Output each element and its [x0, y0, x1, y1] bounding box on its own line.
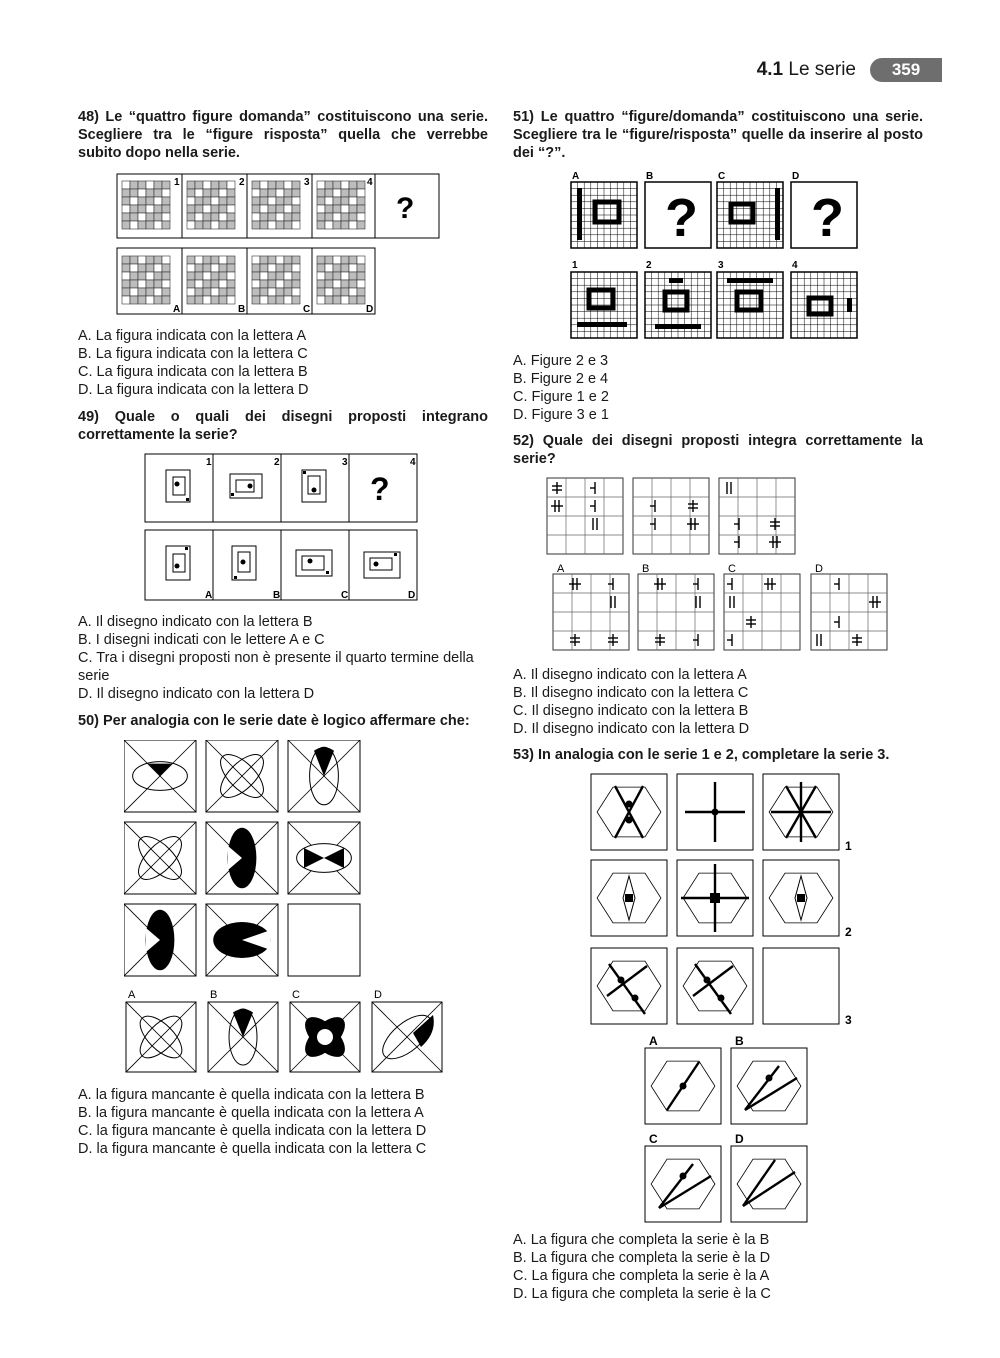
answer-option[interactable]: C. Il disegno indicato con la lettera B [513, 703, 749, 719]
q48-label-4: 4 [367, 177, 373, 188]
q53-label-c: C [649, 1132, 658, 1146]
q49-label-a: A [205, 590, 213, 601]
q48-label-3: 3 [304, 177, 310, 188]
answer-option[interactable]: B. Figure 2 e 4 [513, 371, 609, 387]
q53-label-a: A [649, 1034, 658, 1048]
question-53-options [513, 1231, 923, 1303]
q49-label-d: D [408, 590, 416, 601]
q52-label-d: D [815, 563, 823, 575]
question-50-figure [124, 740, 454, 1080]
q51-label-b: B [646, 171, 654, 182]
answer-option[interactable]: C. La figura indicata con la lettera B [78, 364, 308, 380]
answer-option[interactable]: D. Il disegno indicato con la lettera D [513, 721, 750, 737]
q48-label-b: B [238, 304, 246, 315]
q51-label-a: A [572, 171, 580, 182]
q50-label-c: C [292, 989, 300, 1001]
q53-label-b: B [735, 1034, 744, 1048]
q51-label-1: 1 [572, 260, 578, 271]
answer-option[interactable]: D. La figura indicata con la lettera D [78, 382, 309, 398]
question-53-figure [589, 772, 859, 1224]
q48-label-1: 1 [174, 177, 180, 188]
q49-label-3: 3 [342, 457, 348, 468]
question-52-options [513, 666, 923, 738]
q51-label-3: 3 [718, 260, 724, 271]
question-50-text: 50) Per analogia con le serie date è logico affermare che: [78, 713, 470, 729]
q53-row-label-3: 3 [845, 1013, 852, 1027]
q52-label-a: A [557, 563, 565, 575]
q52-label-b: B [642, 563, 650, 575]
answer-option[interactable]: B. La figura indicata con la lettera C [78, 346, 308, 362]
answer-option[interactable]: C. Figure 1 e 2 [513, 389, 609, 405]
q49-question-mark: ? [370, 471, 390, 507]
q48-label-a: A [173, 304, 181, 315]
q50-label-d: D [374, 989, 382, 1001]
answer-option[interactable]: A. la figura mancante è quella indicata con la lettera B [78, 1087, 425, 1103]
answer-option[interactable]: C. la figura mancante è quella indicata con la lettera D [78, 1123, 427, 1139]
q51-label-2: 2 [646, 260, 652, 271]
question-48-figure [116, 172, 444, 318]
question-49-options [78, 613, 488, 703]
chapter-number: 4.1 [756, 59, 784, 80]
question-48-text: 48) Le “quattro figure domanda” costituiscono una serie. Scegliere tra le “figure risposta” quella che verrebbe subito dopo nella serie. [78, 109, 488, 161]
section-name: Le serie [788, 59, 856, 80]
answer-option[interactable]: C. La figura che completa la serie è la A [513, 1268, 770, 1284]
question-51-options [513, 352, 923, 424]
q48-question-mark: ? [396, 192, 415, 225]
answer-option[interactable]: B. Il disegno indicato con la lettera C [513, 685, 749, 701]
q50-label-a: A [128, 989, 136, 1001]
section-title [757, 59, 856, 81]
q53-row-label-2: 2 [845, 925, 852, 939]
answer-option[interactable]: B. la figura mancante è quella indicata con la lettera A [78, 1105, 424, 1121]
question-50-options [78, 1086, 488, 1158]
q53-row-label-1: 1 [845, 839, 852, 853]
answer-option[interactable]: D. La figura che completa la serie è la C [513, 1286, 771, 1302]
question-53-text: 53) In analogia con le serie 1 e 2, completare la serie 3. [513, 747, 890, 763]
q49-label-1: 1 [206, 457, 212, 468]
q49-label-b: B [273, 590, 281, 601]
answer-option[interactable]: B. La figura che completa la serie è la D [513, 1250, 771, 1266]
q49-label-c: C [341, 590, 349, 601]
question-49-text: 49) Quale o quali dei disegni proposti integrano correttamente la serie? [78, 409, 488, 443]
question-52-text: 52) Quale dei disegni proposti integra correttamente la serie? [513, 433, 923, 467]
q49-label-4: 4 [410, 457, 416, 468]
answer-option[interactable]: C. Tra i disegni proposti non è presente il quarto termine della serie [78, 650, 474, 684]
q48-label-2: 2 [239, 177, 245, 188]
answer-option[interactable]: A. La figura indicata con la lettera A [78, 328, 307, 344]
page-number: 359 [870, 58, 942, 82]
q51-question-mark-d: ? [811, 188, 844, 248]
q53-label-d: D [735, 1132, 744, 1146]
question-48-options [78, 327, 488, 399]
question-51-text: 51) Le quattro “figure/domanda” costituiscono una serie. Scegliere tra le “figure/risposta” quelle da inserire al posto dei “?”. [513, 109, 923, 161]
q51-label-d: D [792, 171, 800, 182]
answer-option[interactable]: A. Il disegno indicato con la lettera A [513, 667, 747, 683]
answer-option[interactable]: A. Il disegno indicato con la lettera B [78, 614, 313, 630]
question-49-figure [144, 452, 420, 604]
q48-label-c: C [303, 304, 311, 315]
answer-option[interactable]: B. I disegni indicati con le lettere A e C [78, 632, 325, 648]
answer-option[interactable]: D. la figura mancante è quella indicata con la lettera C [78, 1141, 427, 1157]
q52-label-c: C [728, 563, 736, 575]
q49-label-2: 2 [274, 457, 280, 468]
q48-label-d: D [366, 304, 374, 315]
q51-label-c: C [718, 171, 726, 182]
question-51-figure [567, 168, 867, 344]
q51-question-mark-b: ? [665, 188, 698, 248]
q51-label-4: 4 [792, 260, 798, 271]
answer-option[interactable]: D. Figure 3 e 1 [513, 407, 609, 423]
q50-label-b: B [210, 989, 218, 1001]
answer-option[interactable]: A. La figura che completa la serie è la B [513, 1232, 770, 1248]
question-52-figure [545, 476, 895, 656]
answer-option[interactable]: D. Il disegno indicato con la lettera D [78, 686, 315, 702]
page-header [757, 58, 942, 82]
answer-option[interactable]: A. Figure 2 e 3 [513, 353, 609, 369]
